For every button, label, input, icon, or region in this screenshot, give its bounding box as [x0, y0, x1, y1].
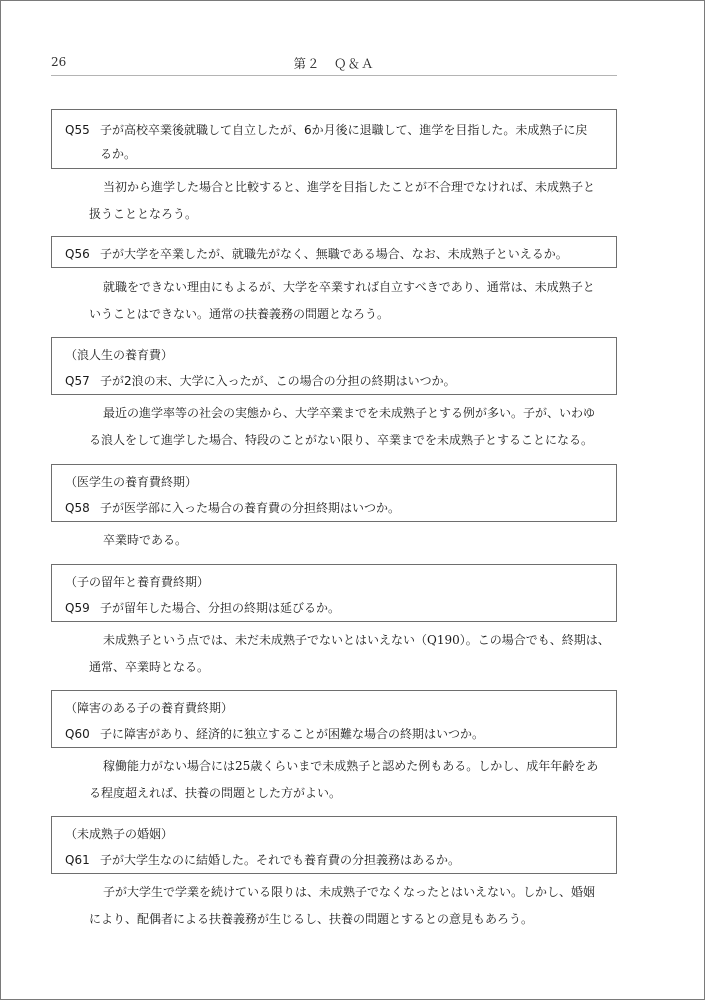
- answer-line: 通常、卒業時となる。: [89, 660, 210, 674]
- answer-line: 稼働能力がない場合には25歳くらいまで未成熟子と認めた例もある。しかし、成年年齢をあ: [103, 759, 599, 773]
- question-text: 子が留年した場合、分担の終期は延びるか。: [100, 601, 341, 615]
- question-number: Q60: [65, 727, 90, 741]
- question-number: Q59: [65, 601, 90, 615]
- question-box-q59: [51, 564, 617, 622]
- answer-line: 当初から進学した場合と比較すると、進学を目指したことが不合理でなければ、未成熟子と: [103, 180, 596, 194]
- section-heading: （子の留年と養育費終期）: [65, 575, 210, 589]
- answer-line: る程度超えれば、扶養の問題とした方がよい。: [89, 786, 342, 800]
- answer-line: 最近の進学率等の社会の実態から、大学卒業までを未成熟子とする例が多い。子が、いわゆ: [103, 406, 596, 420]
- question-text: 子が2浪の末、大学に入ったが、この場合の分担の終期はいつか。: [100, 374, 456, 388]
- answer-line: 卒業時である。: [103, 533, 188, 547]
- section-heading: （障害のある子の養育費終期）: [65, 701, 234, 715]
- answer-line: により、配偶者による扶養義務が生じるし、扶養の問題とするとの意見もあろう。: [89, 912, 534, 926]
- question-text: 子に障害があり、経済的に独立することが困難な場合の終期はいつか。: [100, 727, 485, 741]
- section-heading: （未成熟子の婚姻）: [65, 827, 174, 841]
- question-text: 子が医学部に入った場合の養育費の分担終期はいつか。: [100, 501, 401, 515]
- answer-line: 就職をできない理由にもよるが、大学を卒業すれば自立すべきであり、通常は、未成熟子と: [103, 280, 595, 294]
- question-box-q56: [51, 236, 617, 268]
- question-box-q55: [51, 109, 617, 169]
- answer-line: 子が大学生で学業を続けている限りは、未成熟子でなくなったとはいえない。しかし、婚姻: [103, 885, 596, 899]
- question-text: 子が大学生なのに結婚した。それでも養育費の分担義務はあるか。: [100, 853, 461, 867]
- question-box-q57: [51, 337, 617, 395]
- question-number: Q55: [65, 123, 90, 137]
- answer-line: 未成熟子という点では、未だ未成熟子でないとはいえない（Q190）。この場合でも、終期は、: [103, 633, 610, 647]
- question-number: Q57: [65, 374, 90, 388]
- answer-line: 扱うこととなろう。: [89, 207, 198, 221]
- chapter-title: 第２ Ｑ＆Ａ: [293, 56, 375, 71]
- question-number: Q61: [65, 853, 90, 867]
- question-number: Q56: [65, 247, 90, 261]
- question-box-q61: [51, 816, 617, 874]
- page-header: [51, 53, 617, 76]
- answer-line: いうことはできない。通常の扶養義務の問題となろう。: [89, 307, 390, 321]
- question-text: 子が大学を卒業したが、就職先がなく、無職である場合、なお、未成熟子といえるか。: [100, 247, 568, 261]
- answer-line: る浪人をして進学した場合、特段のことがない限り、卒業までを未成熟子とすることになる。: [89, 433, 594, 447]
- section-heading: （浪人生の養育費）: [65, 348, 174, 362]
- question-text: 子が高校卒業後就職して自立したが、6か月後に退職して、進学を目指した。未成熟子に戻: [100, 123, 588, 137]
- section-heading: （医学生の養育費終期）: [65, 475, 198, 489]
- question-text-continued: るか。: [100, 147, 137, 161]
- question-number: Q58: [65, 501, 90, 515]
- question-box-q60: [51, 690, 617, 748]
- page-number: 26: [51, 55, 67, 69]
- question-box-q58: [51, 464, 617, 522]
